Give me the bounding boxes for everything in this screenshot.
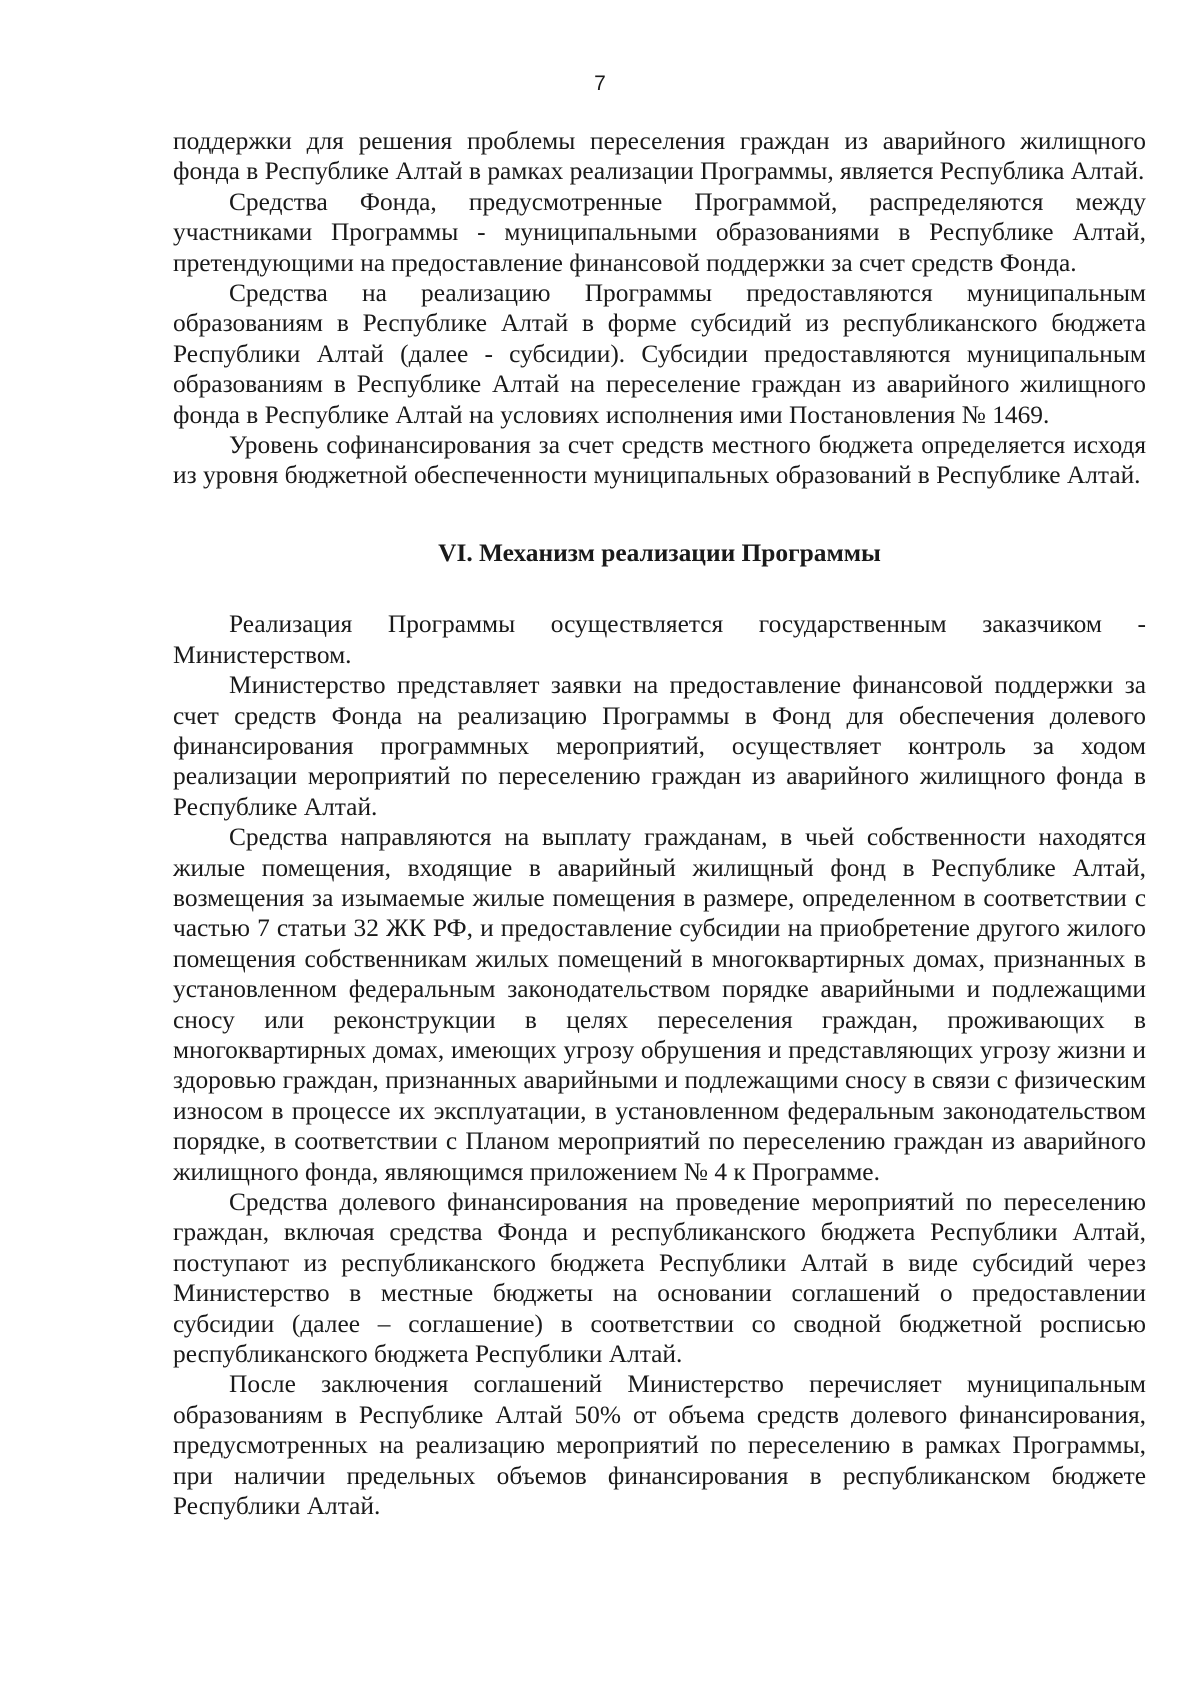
section-heading: VI. Механизм реализации Программы — [438, 538, 881, 567]
paragraph: Средства долевого финансирования на проведение мероприятий по переселению граждан, включая средства Фонда и республиканского бюджета Республики Алтай, поступают из республиканского бюджета Республики Алтай в виде субсидий через Министерство в местные бюджеты на основании соглашений о предоставлении субсидии (далее – соглашение) в соответствии со сводной бюджетной росписью республиканского бюджета Республики Алтай. — [173, 1188, 1146, 1369]
paragraph: Средства направляются на выплату гражданам, в чьей собственности находятся жилые помещения, входящие в аварийный жилищный фонд в Республике Алтай, возмещения за изымаемые жилые помещения в размере, определенном в соответствии с частью 7 статьи 32 ЖК РФ, и предоставление субсидии на приобретение другого жилого помещения собственникам жилых помещений в многоквартирных домах, признанных в установленном федеральным законодательством порядке аварийными и подлежащими сносу или реконструкции в целях переселения граждан, проживающих в многоквартирных домах, имеющих угрозу обрушения и представляющих угрозу жизни и здоровью граждан, признанных аварийными и подлежащими сносу в связи с физическим износом в процессе их эксплуатации, в установленном федеральным законодательством порядке, в соответствии с Планом мероприятий по переселению граждан из аварийного жилищного фонда, являющимся приложением № 4 к Программе. — [173, 823, 1146, 1186]
page-number: 7 — [594, 72, 606, 95]
paragraph: После заключения соглашений Министерство перечисляет муниципальным образованиям в Республике Алтай 50% от объема средств долевого финансирования, предусмотренных на реализацию мероприятий по переселению в рамках Программы, при наличии предельных объемов финансирования в республиканском бюджете Республики Алтай. — [173, 1370, 1146, 1521]
paragraph: Министерство представляет заявки на предоставление финансовой поддержки за счет средств Фонда на реализацию Программы в Фонд для обеспечения долевого финансирования программных мероприятий, осуществляет контроль за ходом реализации мероприятий по переселению граждан из аварийного жилищного фонда в Республике Алтай. — [173, 671, 1146, 821]
paragraph: поддержки для решения проблемы переселения граждан из аварийного жилищного фонда в Республике Алтай в рамках реализации Программы, является Республика Алтай. — [173, 127, 1146, 186]
body-text — [173, 126, 1146, 1521]
paragraph: Средства на реализацию Программы предоставляются муниципальным образованиям в Республике Алтай в форме субсидий из республиканского бюджета Республики Алтай (далее - субсидии). Субсидии предоставляются муниципальным образованиям в Республике Алтай на переселение граждан из аварийного жилищного фонда в Республике Алтай на условиях исполнения ими Постановления № 1469. — [173, 279, 1146, 429]
paragraph: Реализация Программы осуществляется государственным заказчиком - Министерством. — [173, 610, 1146, 669]
paragraph: Средства Фонда, предусмотренные Программой, распределяются между участниками Программы - муниципальными образованиями в Республике Алтай, претендующими на предоставление финансовой поддержки за счет средств Фонда. — [173, 187, 1146, 277]
paragraph: Уровень софинансирования за счет средств местного бюджета определяется исходя из уровня бюджетной обеспеченности муниципальных образований в Республике Алтай. — [173, 431, 1146, 490]
